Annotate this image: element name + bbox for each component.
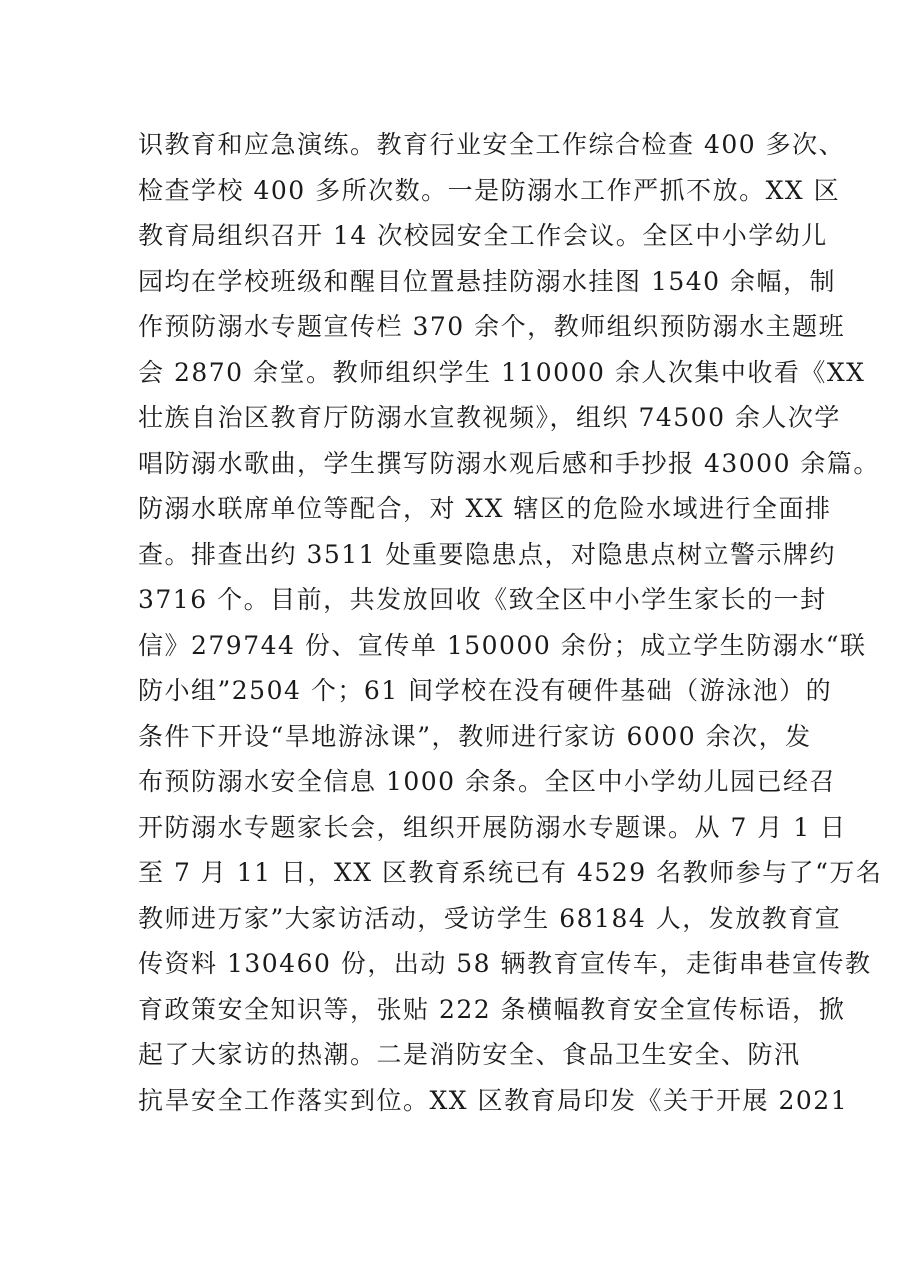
text-line: 壮族自治区教育厅防溺水宣教视频》，组织 74500 余人次学: [138, 403, 841, 432]
text-line: 条件下开设“旱地游泳课”，教师进行家访 6000 余次，发: [138, 721, 812, 751]
text-line: 至 7 月 11 日，XX 区教育系统已有 4529 名教师参与了“万名: [138, 858, 883, 887]
text-line: 识教育和应急演练。教育行业安全工作综合检查 400 多次、: [138, 130, 846, 159]
text-line: 信》279744 份、宣传单 150000 余份；成立学生防溺水“联: [138, 630, 867, 660]
text-line: 布预防溺水安全信息 1000 余条。全区中小学幼儿园已经召: [138, 767, 837, 796]
text-line: 教师进万家”大家访活动，受访学生 68184 人，发放教育宣: [138, 903, 842, 933]
text-line: 唱防溺水歌曲，学生撰写防溺水观后感和手抄报 43000 余篇。: [138, 448, 880, 478]
text-line: 开防溺水专题家长会，组织开展防溺水专题课。从 7 月 1 日: [138, 812, 847, 842]
text-line: 教育局组织召开 14 次校园安全工作会议。全区中小学幼儿: [138, 221, 828, 250]
text-line: 查。排查出约 3511 处重要隐患点，对隐患点树立警示牌约: [138, 539, 837, 569]
text-line: 防溺水联席单位等配合，对 XX 辖区的危险水域进行全面排: [138, 494, 832, 523]
text-line: 检查学校 400 多所次数。一是防溺水工作严抓不放。XX 区: [138, 175, 841, 205]
text-line: 防小组”2504 个；61 间学校在没有硬件基础（游泳池）的: [138, 676, 833, 705]
text-line: 园均在学校班级和醒目位置悬挂防溺水挂图 1540 余幅，制: [138, 266, 837, 296]
text-line: 会 2870 余堂。教师组织学生 110000 余人次集中收看《XX: [138, 357, 866, 387]
text-line: 传资料 130460 份，出动 58 辆教育宣传车，走街串巷宣传教: [138, 949, 872, 978]
body-text: [138, 122, 883, 1123]
text-line: 3716 个。目前，共发放回收《致全区中小学生家长的一封: [138, 585, 827, 614]
text-line: 育政策安全知识等，张贴 222 条横幅教育安全宣传标语，掀: [138, 994, 846, 1024]
text-line: 抗旱安全工作落实到位。XX 区教育局印发《关于开展 2021: [138, 1085, 849, 1115]
text-line: 作预防溺水专题宣传栏 370 余个，教师组织预防溺水主题班: [138, 312, 846, 341]
text-line: 起了大家访的热潮。二是消防安全、食品卫生安全、防汛: [138, 1040, 801, 1069]
